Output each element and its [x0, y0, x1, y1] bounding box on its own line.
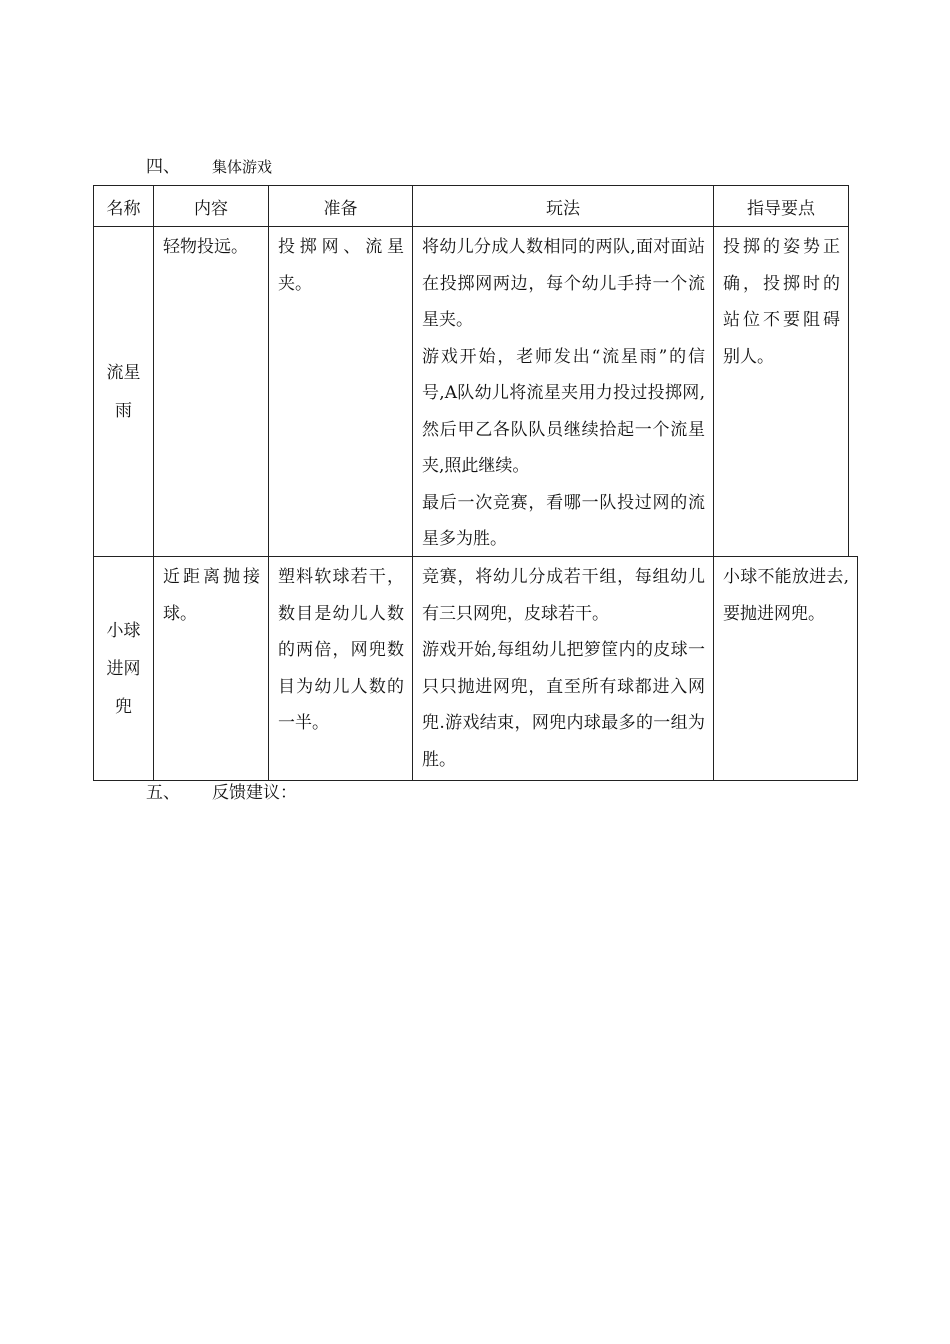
- row2-play-paragraph: 游戏开始,每组幼儿把箩筐内的皮球一只只抛进网兜，直至所有球都进入网兜.游戏结束，网兜内球最多的一组为胜。: [422, 640, 705, 770]
- header-content: 内容: [153, 185, 269, 227]
- row2-play: [412, 556, 714, 781]
- row2-play-paragraph: 竞赛，将幼儿分成若干组，每组幼儿有三只网兜，皮球若干。: [422, 567, 705, 624]
- row1-play-paragraph: 将幼儿分成人数相同的两队,面对面站在投掷网两边，每个幼儿手持一个流星夹。: [422, 237, 705, 330]
- row1-play: [412, 226, 714, 557]
- header-prep: 准备: [268, 185, 413, 227]
- row1-prep: 投掷网、流星夹。: [268, 226, 413, 557]
- row1-play-paragraph: 最后一次竞赛，看哪一队投过网的流星多为胜。: [422, 492, 705, 549]
- section-5-title: 反馈建议：: [212, 783, 297, 803]
- row1-content: 轻物投远。: [153, 226, 269, 557]
- row1-play-paragraph: 游戏开始，老师发出“流星雨”的信号,A队幼儿将流星夹用力投过投掷网,然后甲乙各队队员继续拾起一个流星夹,照此继续。: [422, 346, 705, 476]
- header-play: 玩法: [412, 185, 714, 227]
- row2-guide: 小球不能放进去,要抛进网兜。: [713, 556, 858, 781]
- header-name: 名称: [93, 185, 154, 227]
- section-5-heading: [146, 783, 297, 803]
- row1-name: 流星 雨: [93, 226, 154, 557]
- row2-prep: 塑料软球若干，数目是幼儿人数的两倍，网兜数目为幼儿人数的一半。: [268, 556, 413, 781]
- header-guide: 指导要点: [713, 185, 849, 227]
- section-5-number: 五、: [146, 783, 180, 803]
- row1-guide: 投掷的姿势正确，投掷时的站位不要阻碍别人。: [713, 226, 849, 557]
- section-4-title: 集体游戏: [212, 158, 273, 176]
- row2-name: 小球 进网 兜: [93, 556, 154, 781]
- row2-content: 近距离抛接球。: [153, 556, 269, 781]
- section-4-heading: [146, 157, 272, 177]
- section-4-number: 四、: [146, 157, 180, 177]
